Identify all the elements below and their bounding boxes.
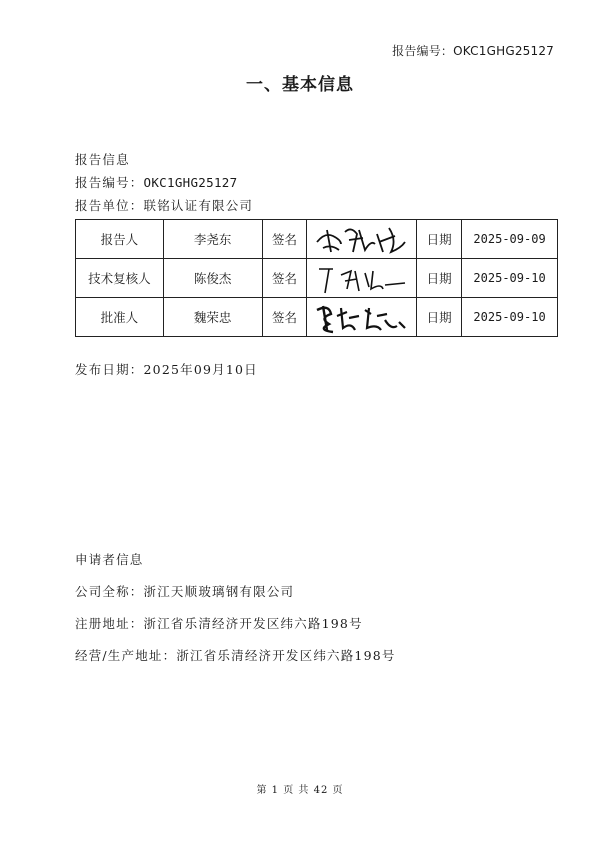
sign-label-cell: 签名 — [262, 298, 307, 337]
handwritten-signature-image — [311, 222, 411, 256]
business-address-line — [75, 646, 396, 664]
handwritten-signature-image — [311, 300, 411, 334]
name-cell: 魏荣忠 — [163, 298, 262, 337]
signature-cell — [307, 259, 417, 298]
page-footer: 第 1 页 共 42 页 — [256, 785, 344, 796]
date-label-cell: 日期 — [417, 259, 462, 298]
role-cell: 报告人 — [76, 220, 164, 259]
table-row — [76, 298, 558, 337]
publish-date-value: 2025年09月10日 — [143, 362, 258, 377]
name-cell: 李尧东 — [163, 220, 262, 259]
table-row — [76, 220, 558, 259]
registered-address-value: 浙江省乐清经济开发区纬六路198号 — [143, 616, 363, 631]
report-number-line — [75, 173, 237, 191]
report-unit-value: 联铭认证有限公司 — [143, 198, 254, 213]
business-address-value: 浙江省乐清经济开发区纬六路198号 — [176, 648, 396, 663]
report-info-heading: 报告信息 — [75, 152, 130, 167]
signature-table — [75, 219, 558, 337]
page-title: 一、基本信息 — [246, 75, 354, 95]
company-name-label: 公司全称： — [75, 584, 144, 599]
registered-address-label: 注册地址： — [75, 616, 144, 631]
header-report-number: 报告编号：OKC1GHG25127 — [392, 44, 554, 58]
name-cell: 陈俊杰 — [163, 259, 262, 298]
business-address-label: 经营/生产地址： — [75, 648, 177, 663]
role-cell: 技术复核人 — [76, 259, 164, 298]
company-name-line — [75, 582, 294, 600]
date-cell: 2025-09-10 — [462, 259, 558, 298]
signature-cell — [307, 220, 417, 259]
publish-date-line — [75, 360, 258, 378]
report-number-value: OKC1GHG25127 — [143, 175, 238, 190]
date-cell: 2025-09-09 — [462, 220, 558, 259]
sign-label-cell: 签名 — [262, 259, 307, 298]
company-name-value: 浙江天顺玻璃钢有限公司 — [143, 584, 295, 599]
sign-label-cell: 签名 — [262, 220, 307, 259]
report-unit-label: 报告单位： — [75, 198, 144, 213]
report-number-label: 报告编号： — [75, 175, 144, 190]
registered-address-line — [75, 614, 363, 632]
applicant-heading: 申请者信息 — [75, 552, 144, 567]
table-row — [76, 259, 558, 298]
signature-cell — [307, 298, 417, 337]
role-cell: 批准人 — [76, 298, 164, 337]
handwritten-signature-image — [311, 261, 411, 295]
date-label-cell: 日期 — [417, 220, 462, 259]
publish-date-label: 发布日期： — [75, 362, 144, 377]
report-unit-line — [75, 196, 253, 214]
date-cell: 2025-09-10 — [462, 298, 558, 337]
date-label-cell: 日期 — [417, 298, 462, 337]
